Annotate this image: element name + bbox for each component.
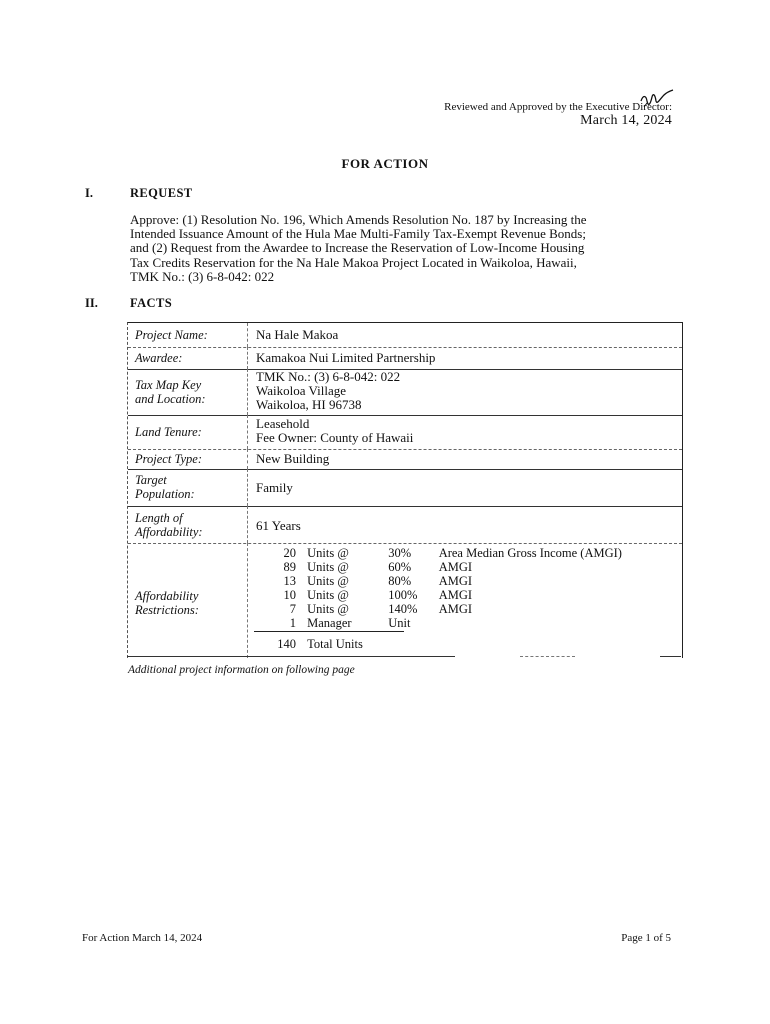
column-divider (247, 506, 248, 543)
tax-map-label-line: Tax Map Key (135, 378, 202, 392)
table-bottom-rule-fragment (520, 656, 575, 657)
approval-block (444, 100, 672, 128)
column-divider (247, 415, 248, 449)
length-of-affordability-value: 61 Years (256, 518, 301, 533)
unit-count: 1 (289, 616, 296, 630)
project-name-value: Na Hale Makoa (256, 327, 339, 342)
request-line: and (2) Request from the Awardee to Increase the Reservation of Low-Income Housing (130, 240, 585, 256)
table-bottom-rule (127, 656, 455, 657)
location-line: Waikoloa, HI 96738 (256, 397, 362, 412)
income-description: AMGI (438, 588, 473, 602)
restriction-row (274, 574, 472, 588)
restriction-row (274, 588, 472, 602)
tmk-line: TMK No.: (3) 6-8-042: 022 (256, 369, 401, 384)
target-population-value: Family (256, 480, 293, 495)
request-line: Tax Credits Reservation for the Na Hale Makoa Project Located in Waikoloa, Hawaii, (130, 254, 577, 270)
total-units-row (268, 637, 363, 651)
facts-row-target-population (128, 469, 682, 507)
target-population-label (135, 473, 195, 501)
unit-count: 20 (283, 546, 296, 560)
tax-map-label-line: and Location: (135, 392, 206, 406)
unit-type: Units @ (307, 588, 349, 602)
facts-table (127, 322, 683, 658)
column-divider (247, 449, 248, 469)
page-title: FOR ACTION (341, 156, 429, 171)
unit-type: Manager (307, 616, 352, 630)
income-percent: 140% (388, 602, 418, 616)
project-type-value: New Building (256, 451, 330, 466)
restrictions-label-line: Affordability (135, 589, 199, 603)
income-percent: Unit (388, 616, 411, 630)
income-description: AMGI (438, 560, 473, 574)
land-tenure-label: Land Tenure: (135, 425, 202, 439)
column-divider (247, 543, 248, 658)
land-tenure-value (256, 417, 413, 445)
affordability-restrictions-label (135, 589, 199, 617)
total-label: Total Units (307, 637, 363, 651)
request-line: TMK No.: (3) 6-8-042: 022 (130, 268, 275, 284)
unit-count: 10 (283, 588, 296, 602)
income-description: AMGI (438, 602, 473, 616)
income-description: AMGI (438, 574, 473, 588)
facts-row-affordability-restrictions (128, 543, 682, 658)
request-paragraph (130, 213, 666, 284)
unit-type: Units @ (307, 560, 349, 574)
request-line: Intended Issuance Amount of the Hula Mae Multi-Family Tax-Exempt Revenue Bonds; (130, 226, 586, 242)
income-percent: 80% (388, 574, 412, 588)
total-count: 140 (277, 637, 296, 651)
target-population-label-line: Population: (135, 487, 195, 501)
facts-row-length-of-affordability (128, 506, 682, 544)
income-description: Area Median Gross Income (AMGI) (438, 546, 622, 560)
facts-row-project-type (128, 449, 682, 470)
project-name-label: Project Name: (135, 328, 208, 342)
tax-map-value (256, 370, 400, 412)
project-type-label: Project Type: (135, 452, 202, 466)
tax-map-label (135, 378, 205, 406)
restrictions-label-line: Restrictions: (135, 603, 199, 617)
length-of-affordability-label (135, 511, 203, 539)
facts-row-land-tenure (128, 415, 682, 450)
income-percent: 60% (388, 560, 412, 574)
approval-label: Reviewed and Approved by the Executive Director: (444, 101, 672, 113)
unit-count: 13 (283, 574, 296, 588)
length-label-line: Length of (135, 511, 183, 525)
unit-count: 89 (283, 560, 296, 574)
fee-owner-line: Fee Owner: County of Hawaii (256, 430, 414, 445)
section-title-facts: FACTS (130, 296, 173, 310)
location-line: Waikoloa Village (256, 383, 346, 398)
section-title-request: REQUEST (130, 186, 193, 200)
awardee-label: Awardee: (135, 351, 183, 365)
income-percent: 30% (388, 546, 412, 560)
length-label-line: Affordability: (135, 525, 203, 539)
table-bottom-rule-fragment (660, 656, 681, 657)
section-number-facts: II. (85, 296, 98, 310)
column-divider (247, 323, 248, 347)
income-percent: 100% (388, 588, 418, 602)
column-divider (247, 469, 248, 506)
column-divider (247, 369, 248, 415)
total-rule (254, 631, 404, 632)
facts-row-awardee (128, 347, 682, 370)
request-line: Approve: (1) Resolution No. 196, Which Amends Resolution No. 187 by Increasing the (130, 212, 587, 227)
restriction-row-manager (274, 616, 436, 630)
additional-info-note: Additional project information on following page (128, 664, 355, 676)
unit-count: 7 (289, 602, 296, 616)
approval-date: March 14, 2024 (580, 113, 672, 128)
section-number-request: I. (85, 186, 93, 200)
facts-row-tax-map (128, 369, 682, 416)
page-number: Page 1 of 5 (621, 932, 671, 944)
unit-type: Units @ (307, 574, 349, 588)
awardee-value: Kamakoa Nui Limited Partnership (256, 350, 436, 365)
restriction-row (274, 560, 472, 574)
footer-left: For Action March 14, 2024 (82, 932, 203, 944)
unit-type: Units @ (307, 602, 349, 616)
tenure-line: Leasehold (256, 416, 310, 431)
restriction-row (274, 602, 472, 616)
facts-row-project-name (128, 323, 682, 348)
unit-type: Units @ (307, 546, 349, 560)
target-population-label-line: Target (135, 473, 167, 487)
column-divider (247, 347, 248, 369)
restriction-row (274, 546, 622, 560)
